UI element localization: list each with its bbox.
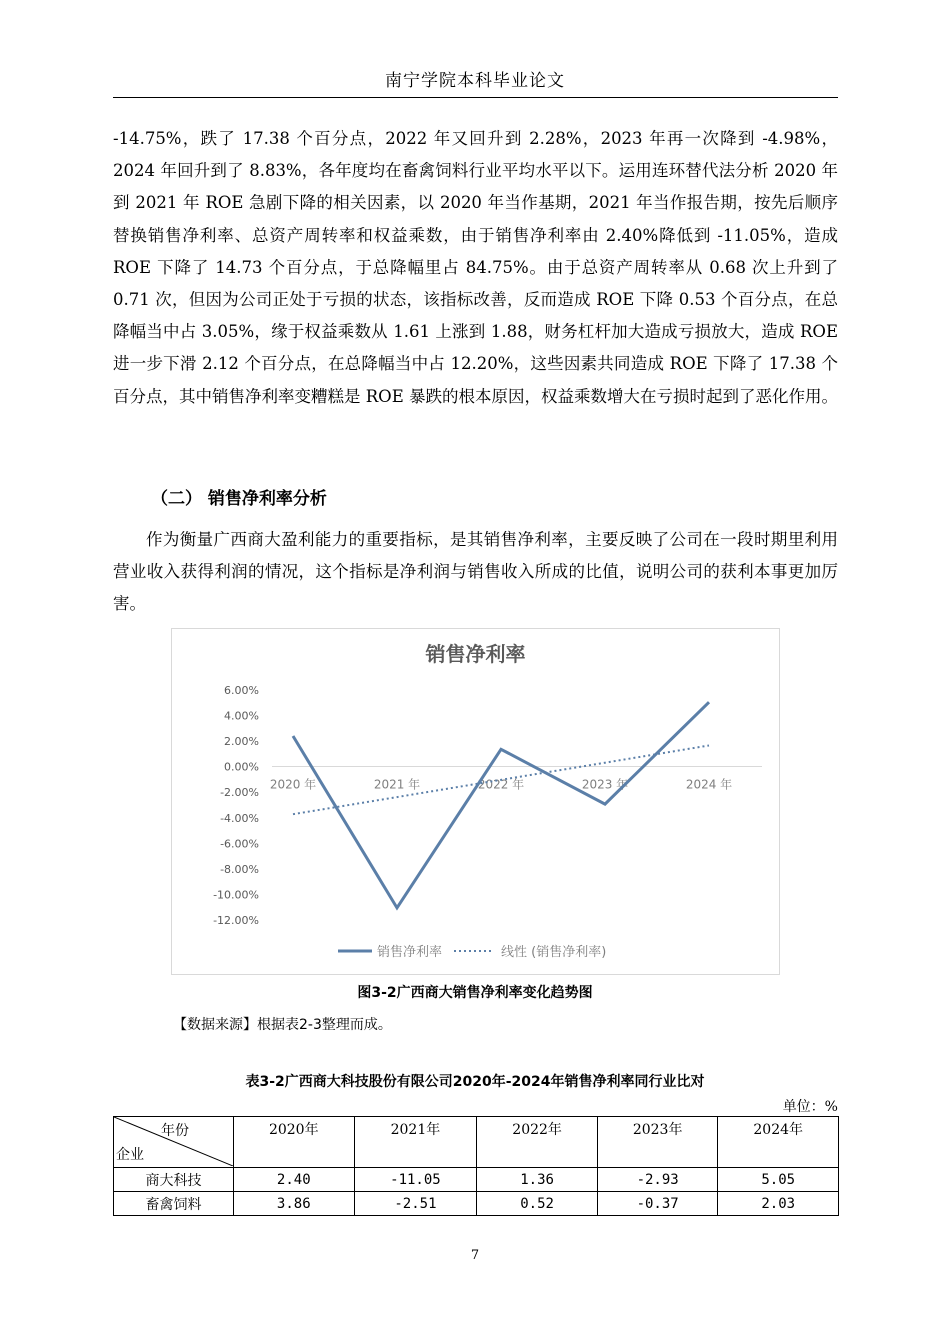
net-margin-series-line	[293, 702, 709, 908]
paragraph-net-margin-intro: 作为衡量广西商大盈利能力的重要指标，是其销售净利率，主要反映了公司在一段时期里利用营业收入获得利润的情况，这个指标是净利润与销售收入所成的比值，说明公司的获利本事更加厉害。	[113, 530, 838, 614]
legend-series-label: 销售净利率	[377, 945, 443, 960]
table-cell: 1.36	[477, 1168, 598, 1192]
year-header: 2024年	[718, 1117, 839, 1168]
year-header: 2022年	[477, 1117, 598, 1168]
x-tick-label: 2024 年	[685, 777, 733, 792]
trendline-series	[293, 745, 709, 814]
table-cell: -2.93	[597, 1168, 718, 1192]
table-cell: 2.03	[718, 1192, 839, 1216]
y-tick-label: 6.00%	[224, 684, 259, 697]
chart-canvas	[172, 629, 779, 974]
year-header: 2021年	[354, 1117, 477, 1168]
table-row	[114, 1192, 839, 1216]
table-header-row	[114, 1117, 839, 1168]
y-tick-label: 4.00%	[224, 709, 259, 723]
legend	[338, 944, 606, 960]
table-cell: 0.52	[477, 1192, 598, 1216]
corner-year-label: 年份	[161, 1123, 189, 1139]
y-tick-label: -4.00%	[220, 811, 259, 825]
table-cell: -0.37	[597, 1192, 718, 1216]
y-axis-ticks	[213, 684, 259, 927]
table-cell: 3.86	[234, 1192, 355, 1216]
paragraph-roe-analysis: -14.75%，跌了 17.38 个百分点，2022 年又回升到 2.28%，2023 年再一次降到 -4.98%，2024 年回升到了 8.83%，各年度均在畜禽饲料行业平均水平以下。运用连环替代法分析 2020 年到 2021 年 ROE 急剧下降的相关因素，以 2020 年当作基期，2021 年当作报告期，按先后顺序替换销售净利率、总资产周转率和权益乘数，由于销售净利率由 2.40%降低到 -11.05%，造成 ROE 下降了 14.73 个百分点，于总降幅里占 84.75%。由于总资产周转率从 0.68 次上升到了 0.71 次，但因为公司正处于亏损的状态，该指标改善，反而造成 ROE 下降 0.53 个百分点，在总降幅当中占 3.05%，缘于权益乘数从 1.61 上涨到 1.88，财务杠杆加大造成亏损放大，造成 ROE 进一步下滑 2.12 个百分点，在总降幅当中占 12.20%，这些因素共同造成 ROE 下降了 17.38 个百分点，其中销售净利率变糟糕是 ROE 暴跌的根本原因，权益乘数增大在亏损时起到了恶化作用。	[113, 129, 838, 406]
series-layer	[293, 702, 709, 908]
legend-trend-label: 线性 (销售净利率)	[501, 945, 607, 960]
table-cell: -11.05	[354, 1168, 477, 1192]
figure-caption: 图3-2广西商大销售净利率变化趋势图	[357, 985, 593, 1001]
y-tick-label: -8.00%	[220, 862, 259, 876]
year-header: 2020年	[234, 1117, 355, 1168]
x-tick-label: 2020 年	[269, 777, 317, 792]
row-label: 商大科技	[114, 1168, 234, 1192]
y-tick-label: -12.00%	[213, 914, 259, 927]
y-tick-label: -10.00%	[213, 888, 259, 902]
year-header: 2023年	[597, 1117, 718, 1168]
y-tick-label: -6.00%	[220, 837, 259, 851]
x-tick-label: 2023 年	[581, 777, 629, 792]
table-caption: 表3-2广西商大科技股份有限公司2020年-2024年销售净利率同行业比对	[245, 1074, 705, 1090]
net-margin-chart	[171, 628, 780, 975]
table-unit: 单位：%	[782, 1099, 838, 1115]
chart-title: 销售净利率	[425, 642, 526, 666]
data-source-note: 【数据来源】根据表2-3整理而成。	[173, 1017, 392, 1033]
x-tick-label: 2022 年	[477, 777, 525, 792]
table-row	[114, 1168, 839, 1192]
header-rule	[113, 97, 838, 98]
running-header: 南宁学院本科毕业论文	[385, 71, 565, 91]
row-label: 畜禽饲料	[114, 1192, 234, 1216]
diagonal-corner-cell	[114, 1117, 234, 1168]
comparison-table	[113, 1116, 839, 1216]
y-tick-label: 2.00%	[224, 735, 259, 749]
table-cell: 5.05	[718, 1168, 839, 1192]
table-cell: 2.40	[234, 1168, 355, 1192]
x-tick-label: 2021 年	[373, 777, 421, 792]
page-number: 7	[470, 1248, 480, 1263]
corner-company-label: 企业	[116, 1147, 144, 1163]
table-cell: -2.51	[354, 1192, 477, 1216]
section-heading: （二） 销售净利率分析	[151, 489, 327, 509]
y-tick-label: -2.00%	[220, 786, 259, 800]
y-tick-label: 0.00%	[224, 760, 259, 774]
